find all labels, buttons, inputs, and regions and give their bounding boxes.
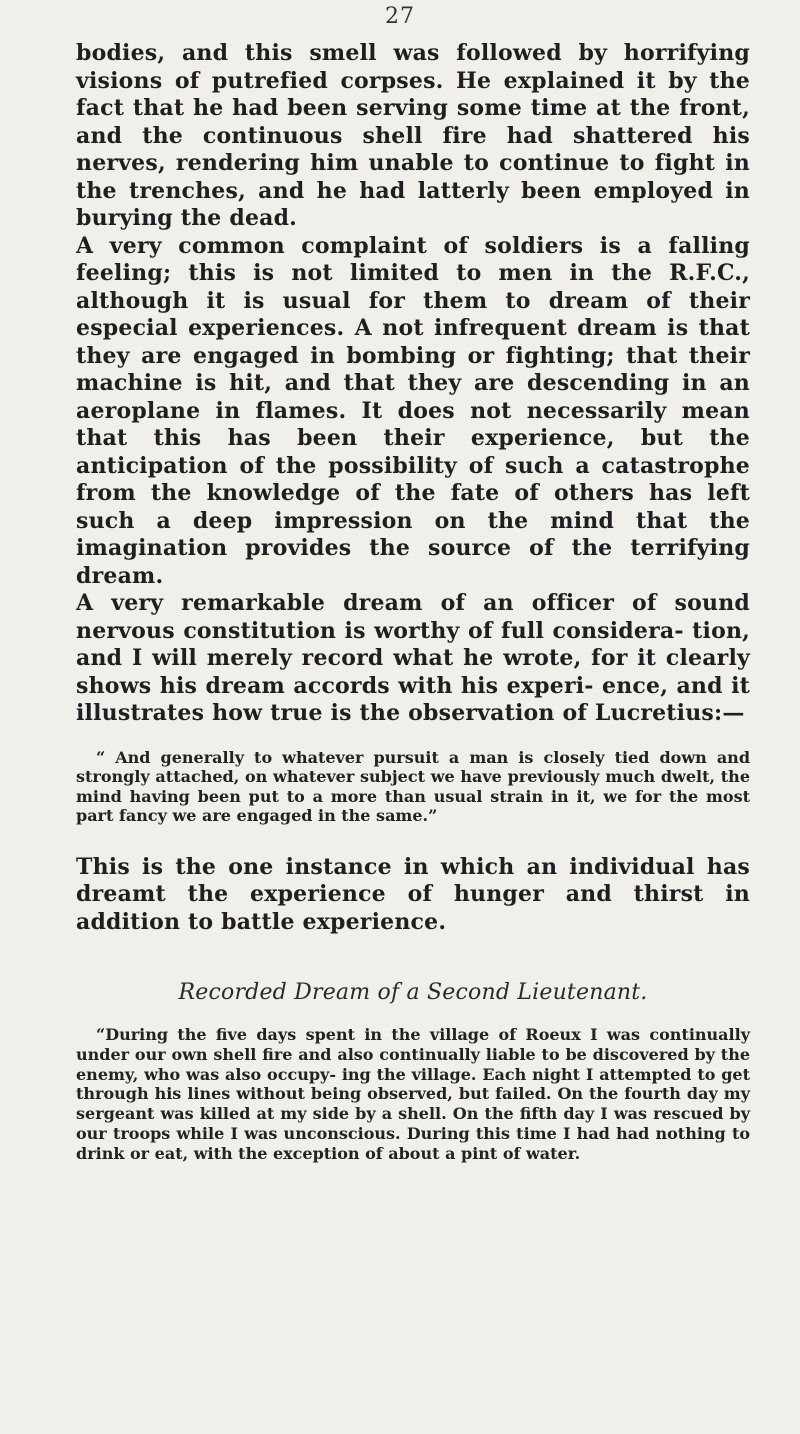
paragraph-corpses: bodies, and this smell was followed by horrifying visions of putrefied corpses. He explained it by the fact that he had been serving some time at the front, and the continuous shell fire had shattered his nerves, rendering him unable to continue to fight in the trenches, and he had latterly been employed in burying the dead. [76, 40, 750, 231]
dream-account: “During the five days spent in the village of Roeux I was continually under our own shell fire and also continually liable to be discovered by the enemy, who was also occupy- ing the village. Each night I attempted to get through his lines without being observed, but failed. On the fourth day my sergeant was killed at my side by a shell. On the fifth day I was rescued by our troops while I was unconscious. During this time I had had nothing to drink or eat, with the exception of about a pint of water. [76, 1025, 750, 1163]
paragraph-hunger-thirst: This is the one instance in which an individual has dreamt the experience of hunger and thirst in addition to battle experience. [76, 853, 750, 935]
page-body [76, 40, 750, 1164]
paragraph-remarkable-dream: A very remarkable dream of an officer of sound nervous constitution is worthy of full considera- tion, and I will merely record what he wrote, for it clearly shows his dream accords with his experi- ence, and it illustrates how true is the observation of Lucretius:— [76, 590, 750, 726]
page-number: 27 [385, 4, 415, 29]
paragraph-falling-feeling: A very common complaint of soldiers is a falling feeling; this is not limited to men in the R.F.C., although it is usual for them to dream of their especial experiences. A not infrequent dream is that they are engaged in bombing or fighting; that their machine is hit, and that they are descending in an aeroplane in flames. It does not necessarily mean that this has been their experience, but the anticipation of the possibility of such a catastrophe from the knowledge of the fate of others has left such a deep impression on the mind that the imagination provides the source of the terrifying dream. [76, 232, 750, 589]
lucretius-quote: “ And generally to whatever pursuit a man is closely tied down and strongly attached, on whatever subject we have previously much dwelt, the mind having been put to a more than usual strain in it, we for the most part fancy we are engaged in the same.” [76, 747, 750, 825]
section-heading: Recorded Dream of a Second Lieutenant. [178, 980, 648, 1005]
